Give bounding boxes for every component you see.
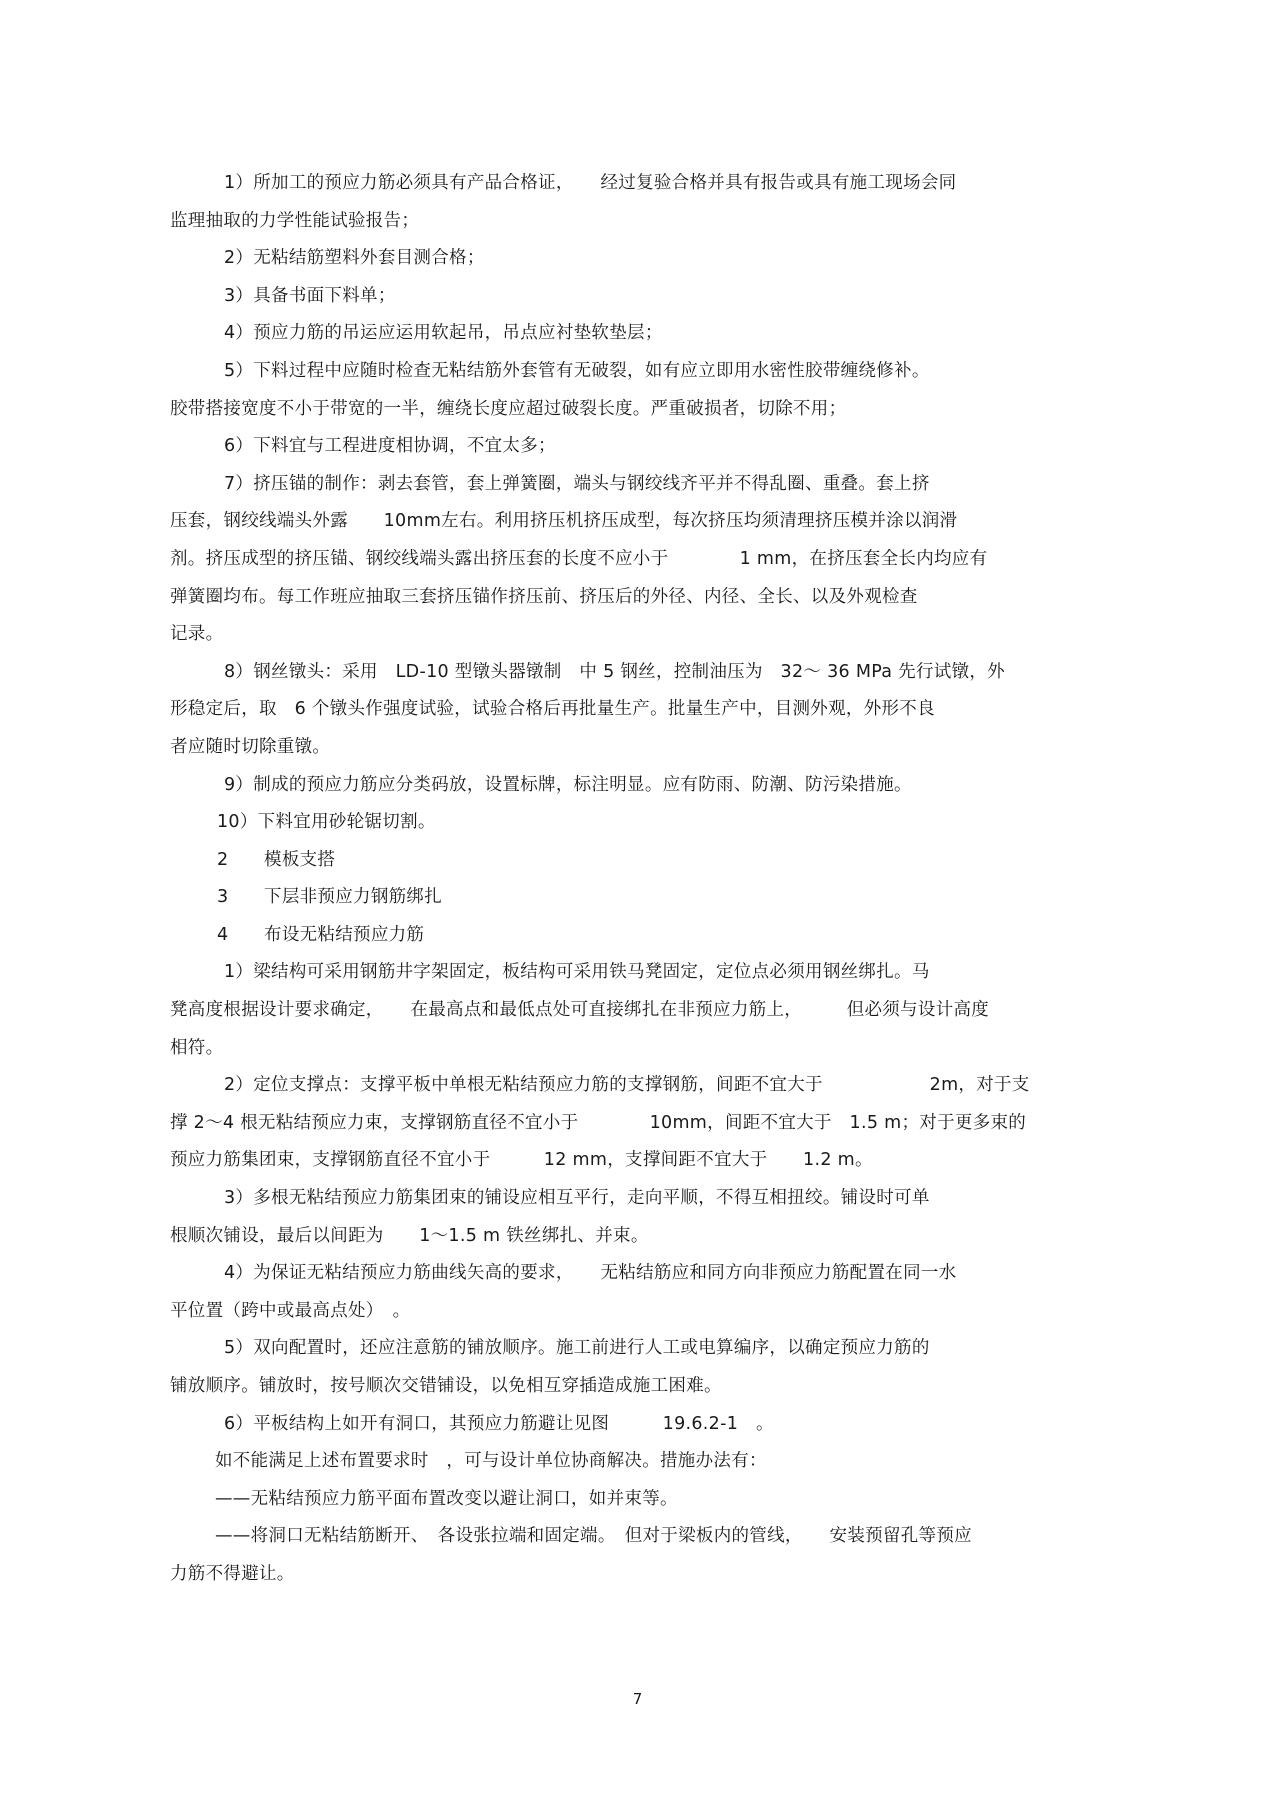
paragraph-line: 监理抽取的力学性能试验报告； — [170, 210, 420, 231]
page-number: 7 — [632, 1690, 643, 1708]
paragraph-line: 8）钢丝镦头：采用 LD-10 型镦头器镦制 中 5 钢丝，控制油压为 32～ 36 MPa 先行试镦，外 — [224, 661, 1005, 682]
paragraph-line: 如不能满足上述布置要求时 ，可与设计单位协商解决。措施办法有： — [215, 1451, 767, 1472]
paragraph-line: 5）双向配置时，还应注意筋的铺放顺序。施工前进行人工或电算编序，以确定预应力筋的 — [224, 1338, 930, 1359]
paragraph-line: 10）下料宜用砂轮锯切割。 — [217, 812, 436, 833]
paragraph-line: 3）多根无粘结预应力筋集团束的铺设应相互平行，走向平顺，不得互相扭绞。铺设时可单 — [224, 1188, 930, 1209]
paragraph-line: 6）平板结构上如开有洞口，其预应力筋避让见图 19.6.2-1 。 — [224, 1413, 774, 1434]
paragraph-line: 4）预应力筋的吊运应运用软起吊，吊点应衬垫软垫层； — [224, 323, 663, 344]
paragraph-line: 形稳定后，取 6 个镦头作强度试验，试验合格后再批量生产。批量生产中，目测外观，外形不良 — [170, 699, 935, 720]
paragraph-line: 铺放顺序。铺放时，按号顺次交错铺设，以免相互穿插造成施工困难。 — [170, 1376, 722, 1396]
paragraph-line: 压套，钢绞线端头外露 10mm左右。利用挤压机挤压成型，每次挤压均须清理挤压模并涂以润滑 — [170, 511, 958, 532]
paragraph-line: 7）挤压锚的制作：剥去套管，套上弹簧圈，端头与钢绞线齐平并不得乱圈、重叠。套上挤 — [224, 473, 930, 494]
paragraph-line: 9）制成的预应力筋应分类码放，设置标牌，标注明显。应有防雨、防潮、防污染措施。 — [224, 774, 912, 795]
paragraph-line: 预应力筋集团束，支撑钢筋直径不宜小于 12 mm，支撑间距不宜大于 1.2 m。 — [170, 1150, 873, 1171]
paragraph-line: 者应随时切除重镦。 — [170, 736, 331, 757]
paragraph-line: 6）下料宜与工程进度相协调，不宜太多； — [224, 436, 556, 457]
paragraph-line: 撑 2～4 根无粘结预应力束，支撑钢筋直径不宜小于 10mm，间距不宜大于 1.5 m；对于更多束的 — [170, 1112, 1027, 1133]
paragraph-line: 胶带搭接宽度不小于带宽的一半，缠绕长度应超过破裂长度。严重破损者，切除不用； — [170, 398, 847, 419]
paragraph-line: 凳高度根据设计要求确定， 在最高点和最低点处可直接绑扎在非预应力筋上， 但必须与设计高度 — [170, 1000, 990, 1021]
paragraph-line: 1）梁结构可采用钢筋井字架固定，板结构可采用铁马凳固定，定位点必须用钢丝绑扎。马 — [224, 962, 930, 983]
section-heading: 3 下层非预应力钢筋绑扎 — [217, 887, 443, 908]
section-heading: 2 模板支搭 — [217, 849, 336, 870]
paragraph-line: 记录。 — [170, 624, 224, 645]
paragraph-line: 3）具备书面下料单； — [224, 285, 396, 306]
paragraph-line: ——将洞口无粘结筋断开、 各设张拉端和固定端。 但对于梁板内的管线， 安装预留孔等预应 — [215, 1526, 972, 1547]
paragraph-line: 2）定位支撑点：支撑平板中单根无粘结预应力筋的支撑钢筋，间距不宜大于 2m，对于支 — [224, 1075, 1030, 1096]
paragraph-line: 根顺次铺设，最后以间距为 1～1.5 m 铁丝绑扎、并束。 — [170, 1225, 649, 1246]
paragraph-line: ——无粘结预应力筋平面布置改变以避让洞口，如并束等。 — [215, 1488, 678, 1509]
document-body — [170, 165, 1105, 1594]
paragraph-line: 2）无粘结筋塑料外套目测合格； — [224, 248, 485, 269]
paragraph-line: 弹簧圈均布。每工作班应抽取三套挤压锚作挤压前、挤压后的外径、内径、全长、以及外观检查 — [170, 586, 918, 607]
paragraph-line: 4）为保证无粘结预应力筋曲线矢高的要求， 无粘结筋应和同方向非预应力筋配置在同一水 — [224, 1263, 957, 1284]
paragraph-line: 1）所加工的预应力筋必须具有产品合格证， 经过复验合格并具有报告或具有施工现场会同 — [224, 173, 957, 193]
paragraph-line: 5）下料过程中应随时检查无粘结筋外套管有无破裂，如有应立即用水密性胶带缠绕修补。 — [224, 360, 930, 381]
paragraph-line: 剂。挤压成型的挤压锚、钢绞线端头露出挤压套的长度不应小于 1 mm，在挤压套全长内均应有 — [170, 548, 988, 569]
section-heading: 4 布设无粘结预应力筋 — [217, 924, 425, 945]
paragraph-line: 力筋不得避让。 — [170, 1563, 295, 1584]
paragraph-line: 平位置（跨中或最高点处） 。 — [170, 1300, 411, 1321]
paragraph-line: 相符。 — [170, 1037, 224, 1058]
